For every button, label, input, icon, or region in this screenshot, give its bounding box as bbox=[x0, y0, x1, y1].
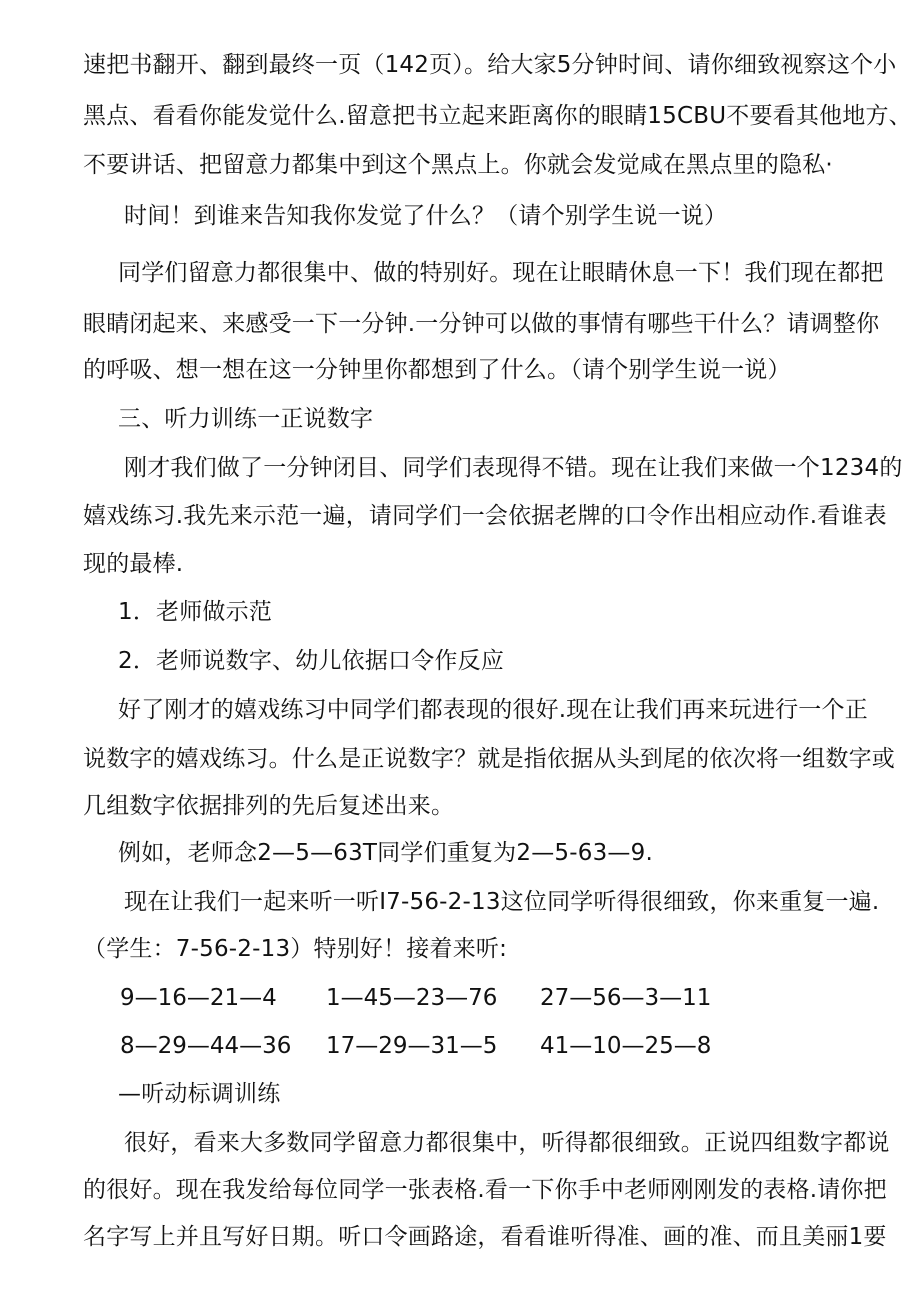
text-line: 名字写上并且写好日期。听口令画路途，看看谁听得准、画的准、而且美丽1要 bbox=[83, 1224, 887, 1250]
text-line: 好了刚才的嬉戏练习中同学们都表现的很好.现在让我们再来玩进行一个正 bbox=[118, 697, 868, 723]
number-sequence: 1—45—23—76 bbox=[326, 985, 498, 1011]
number-sequence: 17—29—31—5 bbox=[326, 1033, 498, 1059]
section-heading: 三、听力训练一正说数字 bbox=[118, 406, 374, 432]
text-line: 现的最棒. bbox=[83, 551, 184, 577]
number-sequence: 41—10—25—8 bbox=[540, 1033, 712, 1059]
list-item: 2．老师说数字、幼儿依据口令作反应 bbox=[118, 648, 505, 674]
text-line: 的很好。现在我发给每位同学一张表格.看一下你手中老师刚刚发的表格.请你把 bbox=[83, 1177, 887, 1203]
text-line: 说数字的嬉戏练习。什么是正说数字？就是指依据从头到尾的依次将一组数字或 bbox=[83, 746, 895, 772]
number-row bbox=[0, 1031, 920, 1061]
text-line: 嬉戏练习.我先来示范一遍，请同学们一会依据老牌的口令作出相应动作.看谁表 bbox=[83, 503, 887, 529]
text-line: 刚才我们做了一分钟闭目、同学们表现得不错。现在让我们来做一个1234的 bbox=[124, 455, 903, 481]
number-row bbox=[0, 983, 920, 1013]
text-line: 同学们留意力都很集中、做的特别好。现在让眼睛休息一下！我们现在都把 bbox=[118, 260, 884, 286]
number-sequence: 27—56—3—11 bbox=[540, 985, 712, 1011]
text-line: 黑点、看看你能发觉什么.留意把书立起来距离你的眼睛15CBU不要看其他地方、 bbox=[83, 103, 912, 129]
text-line: 几组数字依据排列的先后复述出来。 bbox=[83, 793, 455, 819]
section-heading: —听动标调训练 bbox=[118, 1081, 281, 1107]
text-line: 眼睛闭起来、来感受一下一分钟.一分钟可以做的事情有哪些干什么？请调整你 bbox=[83, 311, 880, 337]
text-line: （学生：7-56-2-13）特别好！接着来听: bbox=[83, 936, 508, 962]
number-sequence: 9—16—21—4 bbox=[120, 985, 277, 1011]
text-line: 很好，看来大多数同学留意力都很集中，听得都很细致。正说四组数字都说 bbox=[124, 1130, 890, 1156]
text-line: 的呼吸、想一想在这一分钟里你都想到了什么。（请个别学生说一说） bbox=[83, 357, 791, 383]
text-line: 速把书翻开、翻到最终一页（142页）。给大家5分钟时间、请你细致视察这个小 bbox=[83, 52, 897, 78]
list-item: 1．老师做示范 bbox=[118, 599, 273, 625]
number-sequence: 8—29—44—36 bbox=[120, 1033, 292, 1059]
text-line: 例如，老师念2—5—63T同学们重复为2—5-63—9. bbox=[118, 840, 653, 866]
text-line: 不要讲话、把留意力都集中到这个黑点上。你就会发觉咸在黑点里的隐私· bbox=[83, 152, 833, 178]
text-line: 现在让我们一起来听一听I7-56-2-13这位同学听得很细致，你来重复一遍. bbox=[124, 889, 880, 915]
text-line: 时间！到谁来告知我你发觉了什么？（请个别学生说一说） bbox=[124, 203, 728, 229]
